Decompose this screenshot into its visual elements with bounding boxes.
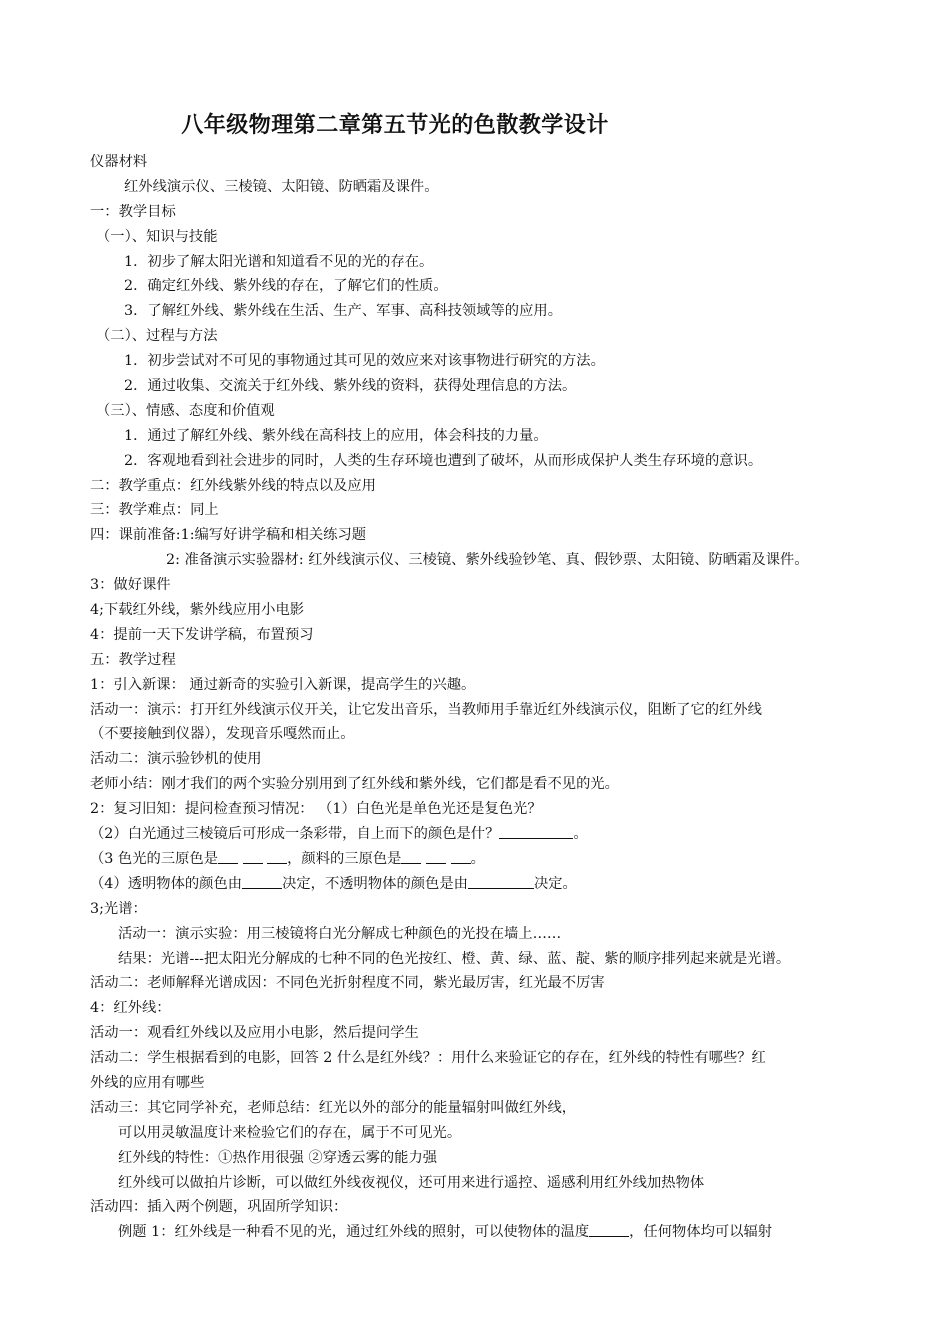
answer-blank xyxy=(499,822,573,839)
list-item: 3．了解红外线、紫外线在生活、生产、军事、高科技领域等的应用。 xyxy=(124,303,562,320)
section-heading: 3;光谱： xyxy=(90,900,147,917)
paragraph: 3：做好课件 xyxy=(90,577,171,594)
question-text: （2）白光通过三棱镜后可形成一条彩带，自上而下的颜色是什？ xyxy=(90,826,500,843)
fill-in-question: （2）白光通过三棱镜后可形成一条彩带，自上而下的颜色是什？ 。 xyxy=(90,822,880,847)
section-heading: 二：教学重点：红外线紫外线的特点以及应用 xyxy=(90,477,376,494)
list-item: 1．初步了解太阳光谱和知道看不见的光的存在。 xyxy=(124,253,434,270)
paragraph: 2: 准备演示实验器材: 红外线演示仪、三棱镜、紫外线验钞笔、真、假钞票、太阳镜、防晒霜及课件。 xyxy=(166,552,809,569)
list-item: 1．通过了解红外线、紫外线在高科技上的应用，体会科技的力量。 xyxy=(124,427,548,444)
question-text: （3 色光的三原色是 xyxy=(90,850,219,867)
list-item: 2．确定红外线、紫外线的存在，了解它们的性质。 xyxy=(124,278,448,295)
list-item: 2．客观地看到社会进步的同时，人类的生存环境也遭到了破坏，从而形成保护人类生存环境的意识。 xyxy=(124,452,763,469)
list-item: 1．初步尝试对不可见的事物通过其可见的效应来对该事物进行研究的方法。 xyxy=(124,353,605,370)
paragraph: 可以用灵敏温度计来检验它们的存在，属于不可见光。 xyxy=(118,1124,462,1141)
paragraph: 活动四：插入两个例题，巩固所学知识： xyxy=(90,1199,348,1216)
paragraph: 活动二：演示验钞机的使用 xyxy=(90,751,262,768)
paragraph: 4：提前一天下发讲学稿，布置预习 xyxy=(90,626,314,643)
answer-blank xyxy=(242,872,282,889)
paragraph: 红外线的特性：①热作用很强 ②穿透云雾的能力强 xyxy=(118,1149,438,1166)
subsection-heading: （一）、知识与技能 xyxy=(96,228,218,245)
paragraph: 活动二：老师解释光谱成因：不同色光折射程度不同，紫光最厉害，红光最不厉害 xyxy=(90,975,605,992)
section-heading: 五：教学过程 xyxy=(90,651,176,668)
answer-blank xyxy=(426,847,446,864)
answer-blank xyxy=(243,847,263,864)
title-text: 八年级物理第二章第五节光的色散教学设计 xyxy=(181,112,609,138)
paragraph: 活动二：学生根据看到的电影，回答 2 什么是红外线？：用什么来验证它的存在，红外线的特性有哪些？红 xyxy=(90,1050,766,1067)
paragraph: 活动三：其它同学补充，老师总结：红光以外的部分的能量辐射叫做红外线， xyxy=(90,1099,577,1116)
paragraph: 1：引入新课： 通过新奇的实验引入新课，提高学生的兴趣。 xyxy=(90,676,476,693)
question-text: （4）透明物体的颜色由 xyxy=(90,875,243,892)
question-text: 决定，不透明物体的颜色是由 xyxy=(282,875,468,892)
paragraph: 活动一：演示：打开红外线演示仪开关，让它发出音乐，当教师用手靠近红外线演示仪，阻断了它的红外线 xyxy=(90,701,762,718)
paragraph: 仪器材料 xyxy=(90,154,148,170)
section-heading: 4：红外线： xyxy=(90,1000,171,1017)
question-text: ，颜料的三原色是 xyxy=(287,850,402,867)
paragraph: 红外线演示仪、三棱镜、太阳镜、防晒霜及课件。 xyxy=(124,178,439,195)
paragraph: 活动一：演示实验：用三棱镜将白光分解成七种颜色的光投在墙上…… xyxy=(118,925,562,942)
fill-in-question xyxy=(90,1220,880,1245)
paragraph: 外线的应用有哪些 xyxy=(90,1074,205,1091)
section-heading: 四：课前准备:1:编写好讲学稿和相关练习题 xyxy=(90,527,367,544)
fill-in-question xyxy=(90,872,880,897)
question-text: 决定。 xyxy=(533,875,577,892)
list-item: 2．通过收集、交流关于红外线、紫外线的资料，获得处理信息的方法。 xyxy=(124,378,577,395)
paragraph: 活动一：观看红外线以及应用小电影，然后提问学生 xyxy=(90,1025,419,1042)
paragraph: 老师小结：刚才我们的两个实验分别用到了红外线和紫外线，它们都是看不见的光。 xyxy=(90,776,619,793)
paragraph: （不要接触到仪器），发现音乐嘎然而止。 xyxy=(90,726,355,743)
paragraph: 结果：光谱---把太阳光分解成的七种不同的色光按红、橙、黄、绿、蓝、靛、紫的顺序排列起来就是光谱。 xyxy=(118,950,791,967)
paragraph: 4;下载红外线，紫外线应用小电影 xyxy=(90,602,305,619)
paragraph: 红外线可以做拍片诊断，可以做红外线夜视仪，还可用来进行遥控、遥感利用红外线加热物体 xyxy=(118,1174,705,1191)
answer-blank xyxy=(401,847,421,864)
answer-blank xyxy=(589,1220,629,1237)
subsection-heading: （二）、过程与方法 xyxy=(96,328,218,345)
document-body xyxy=(90,150,880,1245)
question-text: ，任何物体均可以辐射 xyxy=(629,1224,773,1241)
section-heading: 三：教学难点：同上 xyxy=(90,502,219,519)
question-text: 例题 1：红外线是一种看不见的光，通过红外线的照射，可以使物体的温度 xyxy=(118,1224,590,1241)
document-title xyxy=(0,108,790,139)
fill-in-question: （3 色光的三原色是 ，颜料的三原色是 。 xyxy=(90,847,880,872)
answer-blank xyxy=(267,847,287,864)
paragraph: 2：复习旧知：提问检查预习情况： （1）白色光是单色光还是复色光？ xyxy=(90,801,542,818)
subsection-heading: （三）、情感、态度和价值观 xyxy=(96,402,275,419)
answer-blank xyxy=(218,847,238,864)
answer-blank xyxy=(468,872,534,889)
answer-blank xyxy=(451,847,471,864)
section-heading: 一：教学目标 xyxy=(90,203,176,220)
